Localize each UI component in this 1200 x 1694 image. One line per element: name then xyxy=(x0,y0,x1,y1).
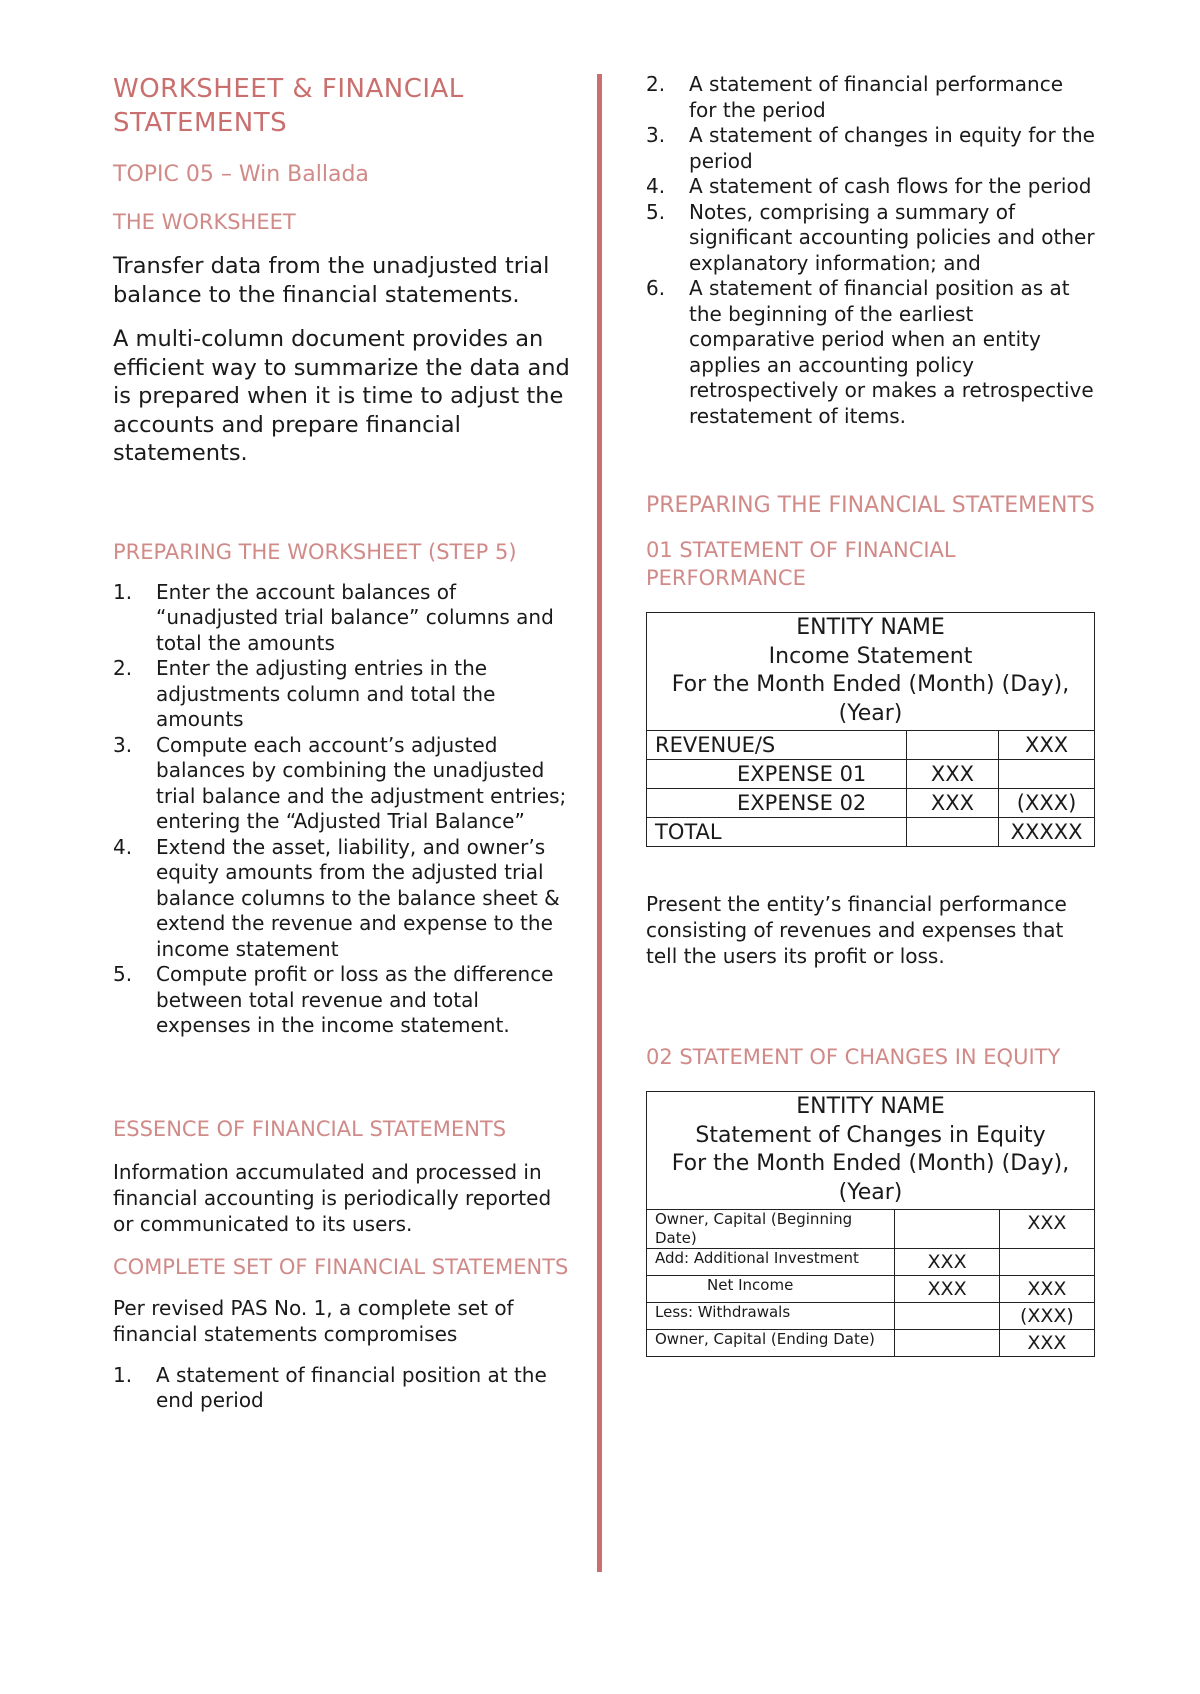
complete-set-paragraph: Per revised PAS No. 1, a complete set of financial statements compromises xyxy=(113,1295,514,1346)
complete-set-list-left xyxy=(113,1363,573,1414)
table-row: Owner, Capital (Ending Date) XXX xyxy=(647,1330,1095,1357)
preparing-worksheet-heading: PREPARING THE WORKSHEET (STEP 5) xyxy=(113,539,517,564)
list-item: 6. A statement of financial position as at the beginning of the earliest comparative period when an entity applies an accounting policy retrospectively or makes a retrospective restatement of items. xyxy=(646,276,1094,428)
document-title: WORKSHEET & FINANCIAL STATEMENTS xyxy=(113,74,464,138)
income-statement-table xyxy=(646,612,1095,847)
table-row: EXPENSE 02 XXX (XXX) xyxy=(647,789,1095,818)
worksheet-paragraph-1: Transfer data from the unadjusted trial balance to the financial statements. xyxy=(113,253,550,308)
left-column xyxy=(113,72,573,1414)
preparing-fs-heading: PREPARING THE FINANCIAL STATEMENTS xyxy=(646,493,1095,518)
list-item: 4. Extend the asset, liability, and owner’s equity amounts from the adjusted trial balance columns to the balance sheet & extend the revenue and expense to the income statement xyxy=(113,834,560,961)
worksheet-heading: THE WORKSHEET xyxy=(113,210,296,234)
income-statement-header: ENTITY NAME Income Statement For the Month Ended (Month) (Day), (Year) xyxy=(647,613,1095,731)
worksheet-steps-list xyxy=(113,580,573,1039)
table-row: Owner, Capital (Beginning Date) XXX xyxy=(647,1210,1095,1249)
complete-set-list-right xyxy=(646,72,1096,429)
table-row: Less: Withdrawals (XXX) xyxy=(647,1303,1095,1330)
essence-heading: ESSENCE OF FINANCIAL STATEMENTS xyxy=(113,1116,507,1141)
table-row: EXPENSE 01 XXX xyxy=(647,760,1095,789)
complete-set-heading: COMPLETE SET OF FINANCIAL STATEMENTS xyxy=(113,1254,569,1279)
list-item: 3. Compute each account’s adjusted balances by combining the unadjusted trial balance and the adjustment entries; entering the “Adjusted Trial Balance” xyxy=(113,732,567,833)
list-item: 3. A statement of changes in equity for the period xyxy=(646,123,1095,173)
list-item: 2. Enter the adjusting entries in the adjustments column and total the amounts xyxy=(113,656,496,731)
column-divider xyxy=(597,74,602,1572)
list-item: 1. Enter the account balances of “unadjusted trial balance” columns and total the amounts xyxy=(113,579,554,655)
topic-line: TOPIC 05 – Win Ballada xyxy=(113,162,369,187)
table-row: Add: Additional Investment XXX xyxy=(647,1249,1095,1276)
equity-statement-header: ENTITY NAME Statement of Changes in Equity For the Month Ended (Month) (Day), (Year) xyxy=(647,1092,1095,1210)
table-row: Net Income XXX XXX xyxy=(647,1276,1095,1303)
worksheet-paragraph-2: A multi-column document provides an efficient way to summarize the data and is prepared when it is time to adjust the accounts and prepare financial statements. xyxy=(113,326,570,466)
sfp-heading: 01 STATEMENT OF FINANCIAL PERFORMANCE xyxy=(646,538,956,590)
list-item: 4. A statement of cash flows for the period xyxy=(646,174,1092,198)
right-column xyxy=(646,72,1096,1357)
table-row: REVENUE/S XXX xyxy=(647,731,1095,760)
sce-heading: 02 STATEMENT OF CHANGES IN EQUITY xyxy=(646,1045,1061,1069)
essence-paragraph: Information accumulated and processed in financial accounting is periodically reported or communicated to its users. xyxy=(113,1159,552,1236)
sfp-paragraph: Present the entity’s financial performance consisting of revenues and expenses that tell the users its profit or loss. xyxy=(646,892,1067,968)
list-item: 1. A statement of financial position at the end period xyxy=(113,1362,547,1412)
list-item: 5. Compute profit or loss as the difference between total revenue and total expenses in the income statement. xyxy=(113,962,554,1037)
list-item: 2. A statement of financial performance for the period xyxy=(646,72,1064,122)
equity-statement-table xyxy=(646,1091,1095,1357)
table-row: TOTAL XXXXX xyxy=(647,818,1095,847)
list-item: 5. Notes, comprising a summary of significant accounting policies and other explanatory information; and xyxy=(646,199,1095,275)
